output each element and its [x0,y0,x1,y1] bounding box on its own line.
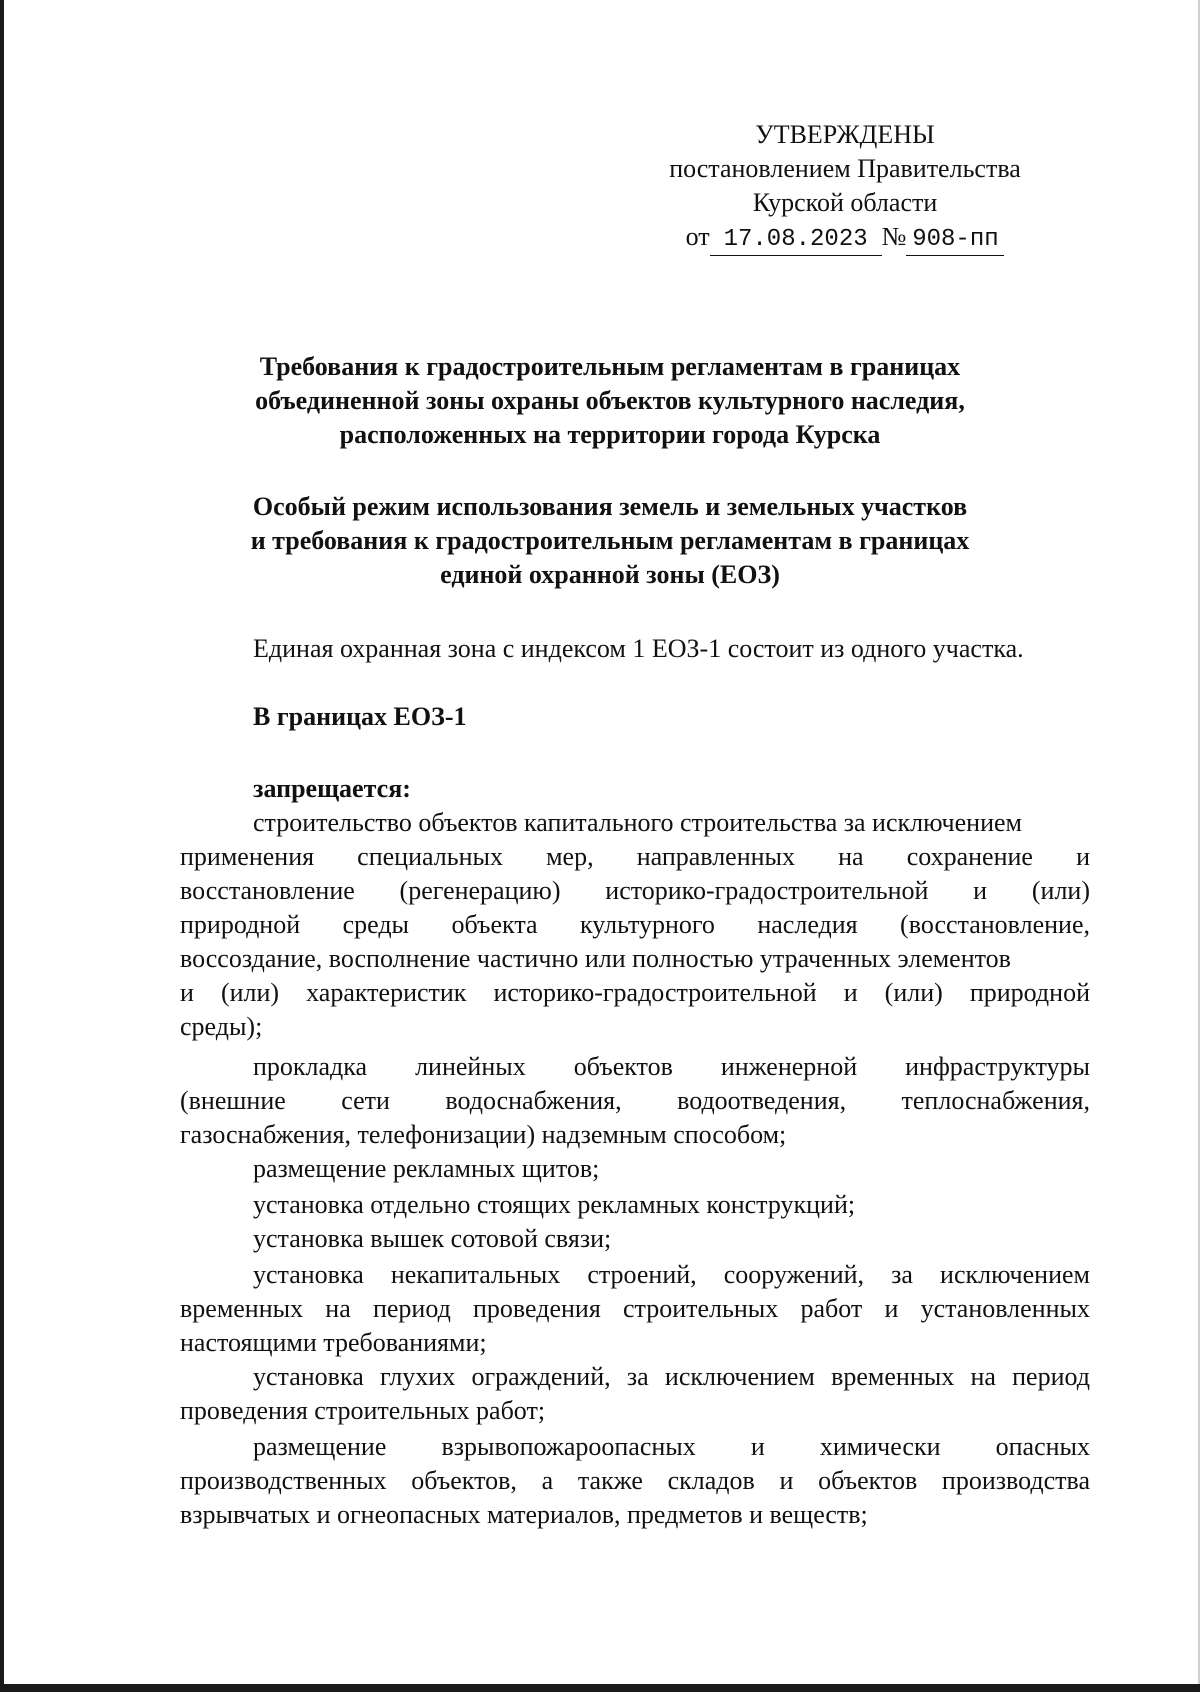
item-line: проведения строительных работ; [180,1396,546,1425]
item-line: установка вышек сотовой связи; [253,1224,612,1253]
approval-block [620,118,1070,256]
section-title [190,490,1030,592]
item-line: установка глухих ограждений, за исключением временных на период [253,1362,1090,1391]
approval-region: Курской области [752,188,938,217]
item-line: настоящими требованиями; [180,1328,487,1357]
item-line: размещение взрывопожароопасных и химически опасных [253,1432,1090,1461]
approval-number: 908-пп [906,225,1004,256]
approval-date: 17.08.2023 [710,225,882,256]
prohibited-heading [180,772,1090,806]
number-prefix: № [881,222,907,251]
item-line: прокладка линейных объектов инженерной инфраструктуры [253,1052,1090,1081]
item-line: и (или) характеристик историко-градостроительной и (или) природной [180,978,1090,1007]
item-line: среды); [180,1012,263,1041]
item-line: (внешние сети водоснабжения, водоотведения, теплоснабжения, [180,1086,1090,1115]
approval-authority: постановлением Правительства [669,154,1021,183]
item-line: установка отдельно стоящих рекламных конструкций; [253,1190,856,1219]
prohibition-item [180,1152,1090,1186]
prohibition-item [180,1222,1090,1256]
prohibition-item [180,1258,1090,1360]
item-line: воссоздание, восполнение частично или полностью утраченных элементов [180,944,1011,973]
date-prefix: от [685,222,710,251]
title-line: Особый режим использования земель и земельных участков [252,492,968,521]
intro-text: Единая охранная зона с индексом 1 ЕОЗ-1 состоит из одного участка. [253,634,1024,663]
approval-label: УТВЕРЖДЕНЫ [755,120,935,149]
zone-heading-text: В границах ЕОЗ-1 [253,702,467,731]
item-line: газоснабжения, телефонизации) надземным способом; [180,1120,787,1149]
prohibition-item [180,1430,1090,1532]
title-line: объединенной зоны охраны объектов культурного наследия, [255,386,965,415]
item-line: взрывчатых и огнеопасных материалов, предметов и веществ; [180,1500,868,1529]
intro-paragraph [180,632,1090,666]
title-line: расположенных на территории города Курска [339,420,881,449]
title-line: единой охранной зоны (ЕОЗ) [440,560,780,589]
scan-border-left [0,0,4,1692]
title-line: и требования к градостроительным регламентам в границах [250,526,970,555]
item-line: размещение рекламных щитов; [253,1154,600,1183]
scan-border-bottom [0,1684,1200,1692]
document-title [190,350,1030,452]
title-line: Требования к градостроительным регламентам в границах [259,352,961,381]
prohibited-heading-text: запрещается: [253,774,411,803]
item-line: производственных объектов, а также складов и объектов производства [180,1466,1090,1495]
zone-heading [180,700,1090,734]
prohibition-item [180,1188,1090,1222]
item-line: установка некапитальных строений, сооружений, за исключением [253,1260,1090,1289]
prohibition-item [180,1050,1090,1152]
item-line: природной среды объекта культурного наследия (восстановление, [180,910,1090,939]
item-line: временных на период проведения строительных работ и установленных [180,1294,1090,1323]
item-line: строительство объектов капитального строительства за исключением [253,808,1022,837]
prohibition-item [180,1360,1090,1428]
prohibition-item [180,806,1090,1044]
item-line: применения специальных мер, направленных на сохранение и [180,842,1090,871]
item-line: восстановление (регенерацию) историко-градостроительной и (или) [180,876,1090,905]
approval-date-number-line [620,220,1070,256]
